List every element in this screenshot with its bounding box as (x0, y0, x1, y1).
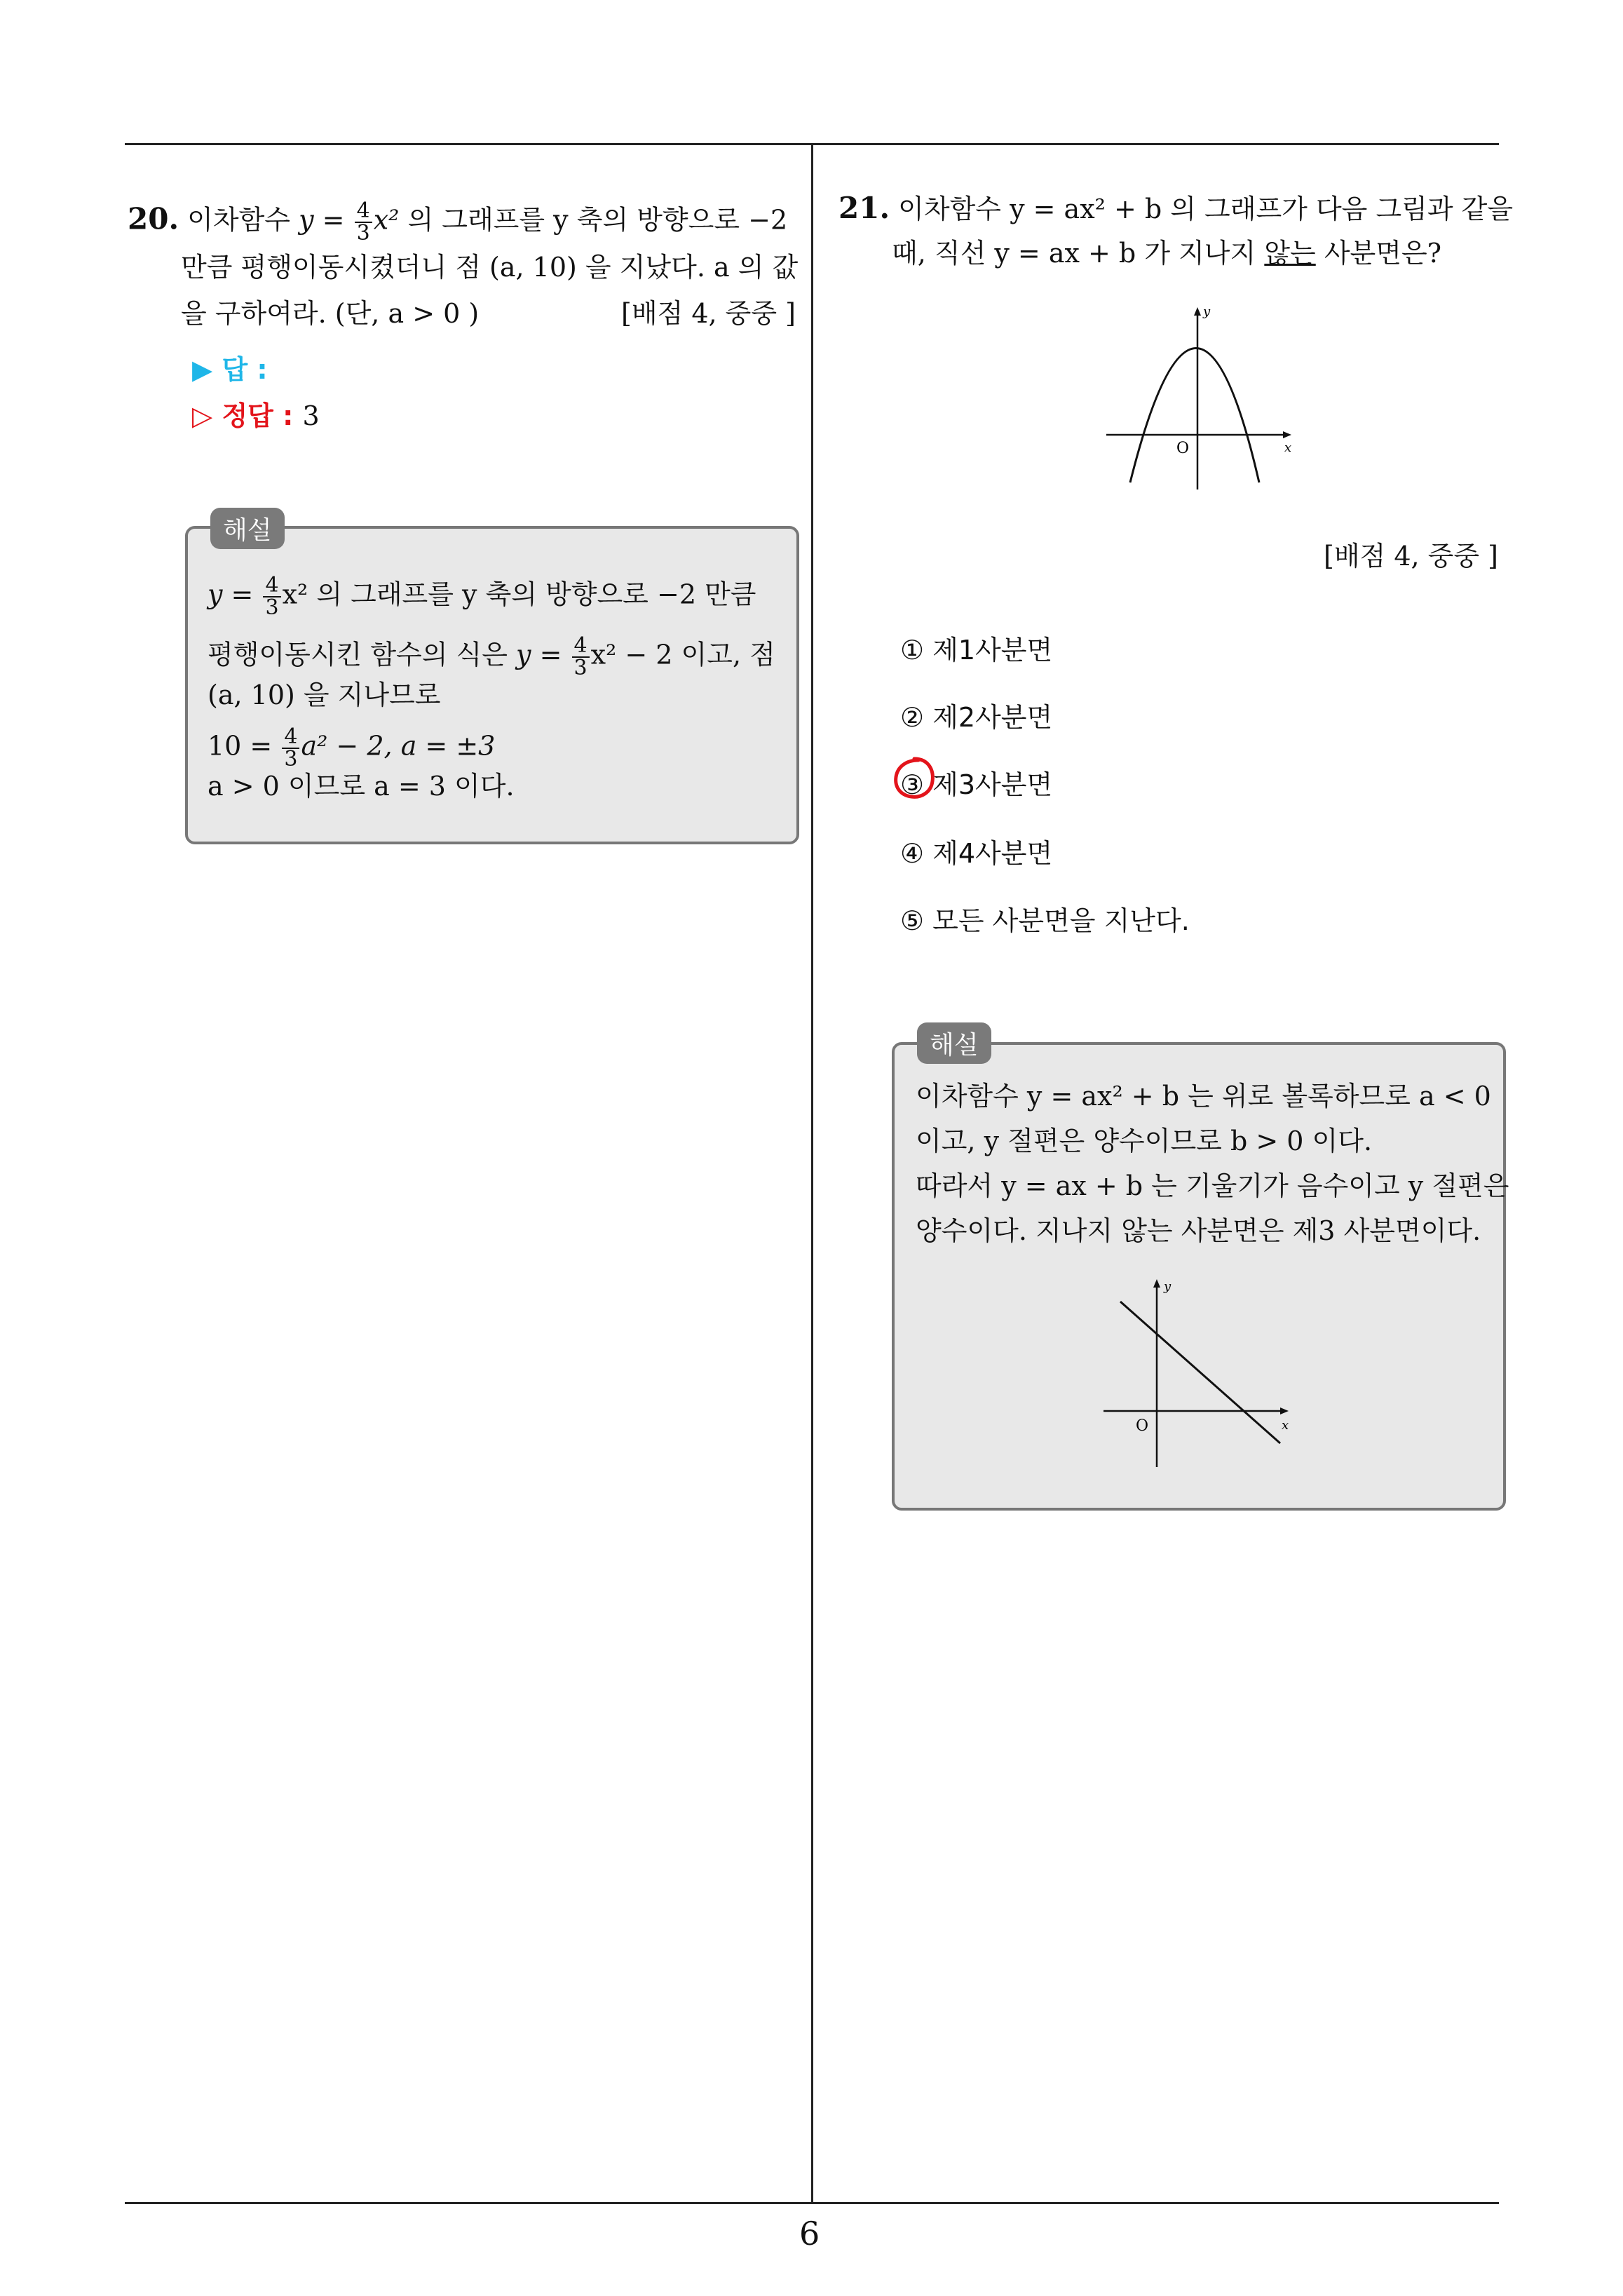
q20-line1 (128, 198, 788, 245)
q20-score: [배점 4, 중중 ] (621, 298, 796, 329)
x-axis-label: x (1284, 440, 1292, 455)
exp-x-axis-arrow (1280, 1407, 1289, 1414)
q21-exp-line3: 따라서 y = ax + b 는 기울기가 음수이고 y 절편은 (916, 1170, 1509, 1201)
origin-label: O (1176, 440, 1190, 457)
q20-exp1-frac (263, 575, 280, 619)
q20-exp1-rhs: x² 의 그래프를 y 축의 방향으로 −2 만큼 (282, 579, 756, 610)
q20-correct-value: 3 (302, 400, 320, 431)
q21-score: [배점 4, 중중 ] (1324, 541, 1498, 572)
q20-exp1-den: 3 (265, 595, 279, 620)
q21-exp-line2: 이고, y 절편은 양수이므로 b > 0 이다. (916, 1126, 1373, 1156)
q20-answer-label: ▶ 답 : (192, 354, 268, 385)
q20-exp2-pre: 평행이동시킨 함수의 식은 (208, 639, 508, 670)
q20-explanation-tab: 해설 (210, 508, 285, 549)
selected-answer-circle (890, 755, 938, 802)
choice-4-text: 제4사분면 (932, 838, 1053, 869)
q20-exp-line3: (a, 10) 을 지나므로 (208, 680, 441, 710)
q21-line2-post: 사분면은? (1324, 238, 1442, 269)
choice-1[interactable] (900, 628, 1052, 667)
q21-line2 (892, 237, 1441, 269)
choice-3-mark: ③ (900, 769, 925, 800)
q20-fraction (355, 198, 372, 245)
choice-2[interactable] (900, 696, 1052, 734)
choice-5[interactable] (900, 899, 1190, 938)
q20-exp4-num: 4 (282, 727, 299, 749)
q20-correct-label (192, 394, 320, 433)
exp-origin-label: O (1136, 1417, 1149, 1435)
choice-2-mark: ② (900, 702, 925, 733)
parabola-curve (1130, 349, 1259, 483)
q20-exp-line5: a > 0 이므로 a = 3 이다. (208, 771, 515, 802)
q20-exp-line4 (208, 724, 496, 771)
y-axis-label: y (1203, 304, 1211, 319)
q21-parabola-graph (1101, 302, 1297, 491)
choice-1-text: 제1사분면 (932, 635, 1053, 666)
choice-1-mark: ① (900, 635, 925, 666)
page-number: 6 (799, 2215, 820, 2253)
choice-4-mark: ④ (900, 838, 925, 869)
choice-3-text: 제3사분면 (932, 769, 1053, 800)
q20-exp4-frac (282, 724, 299, 771)
q21-exp-line4: 양수이다. 지나지 않는 사분면은 제3 사분면이다. (916, 1215, 1481, 1246)
y-axis-arrow (1194, 307, 1201, 316)
q21-line2-underlined: 않는 (1264, 238, 1316, 269)
exp-x-axis-label: x (1282, 1418, 1289, 1433)
q20-correct-label-text: ▷ 정답 : (192, 400, 294, 431)
q20-exp4-lhs: 10 = (208, 730, 273, 762)
q20-line3: 을 구하여라. (단, a > 0 ) (181, 298, 480, 329)
q20-eq-rhs: x² (373, 204, 400, 236)
q20-number: 20. (128, 201, 179, 236)
q20-exp2-den: 3 (573, 656, 588, 680)
q21-line1 (838, 192, 1513, 225)
q21-line2-pre: 때, 직선 y = ax + b 가 지나지 (892, 238, 1256, 269)
column-divider (811, 144, 813, 2203)
q20-line1-prefix: 이차함수 (187, 204, 291, 236)
x-axis-arrow (1283, 431, 1291, 438)
q20-line2: 만큼 평행이동시켰더니 점 (a, 10) 을 지났다. a 의 값 (181, 252, 799, 283)
q20-exp2-lhs: y = (516, 639, 562, 670)
q21-number: 21. (838, 191, 890, 225)
q21-exp-line1: 이차함수 y = ax² + b 는 위로 볼록하므로 a < 0 (916, 1081, 1491, 1112)
exp-y-axis-arrow (1153, 1279, 1160, 1288)
q20-exp4-den: 3 (284, 747, 298, 771)
q20-exp2-rhs: x² − 2 이고, 점 (590, 639, 775, 670)
q21-explanation-tab: 해설 (917, 1022, 991, 1064)
bottom-rule (125, 2202, 1499, 2204)
q20-exp2-num: 4 (572, 635, 590, 658)
q20-exp4-rhs: a² − 2, a = ±3 (301, 730, 496, 762)
q20-exp-line1 (208, 575, 756, 619)
q21-line1-text: 이차함수 y = ax² + b 의 그래프가 다음 그림과 같을 (898, 194, 1514, 224)
q21-line-graph (1101, 1274, 1304, 1470)
choice-4[interactable] (900, 832, 1052, 870)
q20-exp-line2 (208, 635, 775, 679)
q20-eq-lhs: y = (299, 204, 345, 236)
choice-2-text: 제2사분면 (932, 702, 1053, 733)
q20-frac-den: 3 (356, 221, 370, 245)
q20-exp1-num: 4 (263, 575, 280, 597)
q20-exp2-frac (572, 635, 590, 679)
q20-exp1-lhs: y = (208, 579, 254, 610)
q20-line1-suffix: 의 그래프를 y 축의 방향으로 −2 (407, 204, 788, 236)
choice-5-text: 모든 사분면을 지난다. (932, 905, 1190, 936)
exp-y-axis-label: y (1164, 1279, 1172, 1294)
q20-frac-num: 4 (355, 201, 372, 223)
choice-5-mark: ⑤ (900, 905, 925, 936)
